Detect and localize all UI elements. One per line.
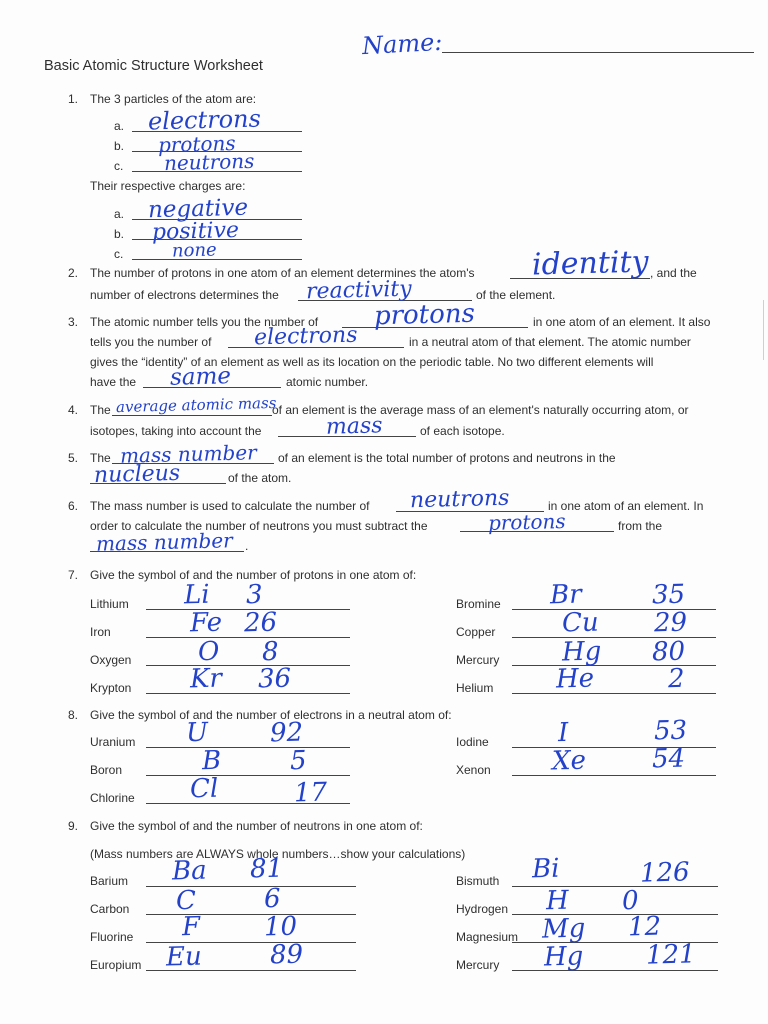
- q8-left-element: Boron: [90, 763, 123, 777]
- q4-line2-a: isotopes, taking into account the: [90, 424, 262, 438]
- q7-left-value: 8: [261, 636, 279, 668]
- q1-answer-c: neutrons: [163, 148, 255, 176]
- q9-right-symbol: Hg: [543, 941, 584, 973]
- q9-note: (Mass numbers are ALWAYS whole numbers…show your calculations): [90, 847, 466, 861]
- q3-line4-b: atomic number.: [286, 375, 369, 389]
- q1-charge-answer-a: negative: [147, 194, 249, 224]
- q1-charges-prompt: Their respective charges are:: [90, 179, 246, 193]
- q6-answer3: mass number: [95, 528, 233, 556]
- q7-right-element: Helium: [456, 681, 494, 695]
- q7-left-symbol: Fe: [189, 607, 223, 639]
- q8-number: 8.: [68, 708, 79, 722]
- q7-left-element: Lithium: [90, 597, 129, 611]
- q6-line1-b: in one atom of an element. In: [548, 499, 704, 513]
- q2-line1-a: The number of protons in one atom of an element determines the atom's: [90, 266, 475, 280]
- q6-line2-b: from the: [618, 519, 663, 533]
- q2-line2-a: number of electrons determines the: [90, 288, 279, 302]
- q9-left-element: Barium: [90, 874, 129, 888]
- q9-left-symbol: Eu: [165, 941, 203, 973]
- q1-charge-letter-c: c.: [114, 247, 124, 261]
- q2-answer1: identity: [531, 244, 649, 283]
- q9-left-element: Europium: [90, 958, 142, 972]
- q9-left-value: 81: [249, 853, 284, 885]
- q1-letter-a: a.: [114, 119, 125, 133]
- q2-number: 2.: [68, 266, 79, 280]
- q3-answer2: electrons: [253, 322, 358, 351]
- q8-right-symbol: I: [557, 717, 569, 749]
- q8-right-value: 53: [653, 715, 688, 747]
- q9-left-element: Fluorine: [90, 930, 134, 944]
- q7-right-symbol: Hg: [561, 636, 602, 668]
- q1-letter-b: b.: [114, 139, 125, 153]
- q7-number: 7.: [68, 568, 79, 582]
- q2-answer2: reactivity: [305, 276, 412, 305]
- q8-left-value: 92: [269, 717, 304, 749]
- q1-prompt: The 3 particles of the atom are:: [90, 92, 257, 106]
- q4-number: 4.: [68, 403, 79, 417]
- q8-left-blank: [146, 775, 350, 776]
- q9-left-value: 6: [263, 883, 281, 915]
- q7-right-value: 2: [667, 663, 685, 695]
- q9-right-element: Bismuth: [456, 874, 500, 888]
- q6-line1-a: The mass number is used to calculate the number of: [90, 499, 370, 513]
- q8-left-symbol: Cl: [189, 773, 219, 805]
- q9-right-element: Magnesium: [456, 930, 519, 944]
- q9-right-symbol: Bi: [531, 853, 560, 885]
- q7-left-symbol: O: [197, 636, 220, 668]
- q5-number: 5.: [68, 451, 79, 465]
- q8-right-element: Xenon: [456, 763, 491, 777]
- q8-right-element: Iodine: [456, 735, 489, 749]
- worksheet-title: Basic Atomic Structure Worksheet: [44, 58, 263, 74]
- q1-charge-letter-a: a.: [114, 207, 125, 221]
- q7-left-element: Krypton: [90, 681, 132, 695]
- name-label: Name:: [361, 27, 444, 61]
- q8-right-blank: [512, 775, 716, 776]
- q8-left-blank: [146, 747, 350, 748]
- q3-answer3: same: [169, 363, 232, 391]
- q1-charge-answer-c: none: [171, 239, 217, 262]
- q7-left-blank: [146, 665, 350, 666]
- q5-answer2: nucleus: [93, 460, 181, 489]
- q7-right-value: 80: [651, 636, 686, 668]
- q5-answer1: mass number: [119, 440, 257, 468]
- q6-answer1: neutrons: [409, 485, 510, 514]
- q3-line3: gives the “identity” of an element as well as its location on the periodic table. No two different elements will: [90, 355, 654, 369]
- q7-right-symbol: He: [555, 663, 595, 695]
- q7-left-symbol: Li: [183, 579, 210, 611]
- q4-line1-a: The: [90, 403, 111, 417]
- q6-line3-b: .: [245, 539, 249, 553]
- q9-left-symbol: F: [181, 911, 201, 943]
- q7-prompt: Give the symbol of and the number of protons in one atom of:: [90, 568, 417, 582]
- q7-left-value: 3: [245, 579, 263, 611]
- q9-left-value: 10: [263, 911, 298, 943]
- q3-line4-a: have the: [90, 375, 137, 389]
- q9-left-symbol: C: [175, 885, 197, 917]
- q7-left-element: Oxygen: [90, 653, 132, 667]
- q2-line2-b: of the element.: [476, 288, 556, 302]
- q8-left-element: Chlorine: [90, 791, 135, 805]
- q9-right-element: Mercury: [456, 958, 500, 972]
- q1-number: 1.: [68, 92, 79, 106]
- q7-left-value: 36: [257, 663, 292, 695]
- q8-right-blank: [512, 747, 716, 748]
- q5-line1-b: of an element is the total number of protons and neutrons in the: [278, 451, 616, 465]
- q9-right-value: 126: [639, 857, 691, 889]
- q6-number: 6.: [68, 499, 79, 513]
- q9-right-blank: [512, 970, 718, 971]
- q9-number: 9.: [68, 819, 79, 833]
- name-line: [442, 52, 754, 53]
- q8-right-symbol: Xe: [551, 745, 587, 777]
- q9-right-symbol: H: [545, 885, 570, 917]
- q1-charge-answer-b: positive: [151, 217, 240, 246]
- q1-charge-letter-b: b.: [114, 227, 125, 241]
- q8-right-value: 54: [651, 743, 686, 775]
- q3-line1-a: The atomic number tells you the number of: [90, 315, 319, 329]
- q7-right-value: 29: [653, 607, 688, 639]
- q7-right-symbol: Br: [549, 579, 582, 611]
- q9-right-element: Hydrogen: [456, 902, 509, 916]
- q4-line1-b: of an element is the average mass of an element's naturally occurring atom, or: [272, 403, 689, 417]
- q7-right-value: 35: [651, 579, 686, 611]
- q7-left-element: Iron: [90, 625, 111, 639]
- q9-right-symbol: Mg: [541, 913, 586, 945]
- q1-answer-b: protons: [157, 130, 236, 158]
- q9-prompt: Give the symbol of and the number of neutrons in one atom of:: [90, 819, 423, 833]
- q3-line2-a: tells you the number of: [90, 335, 212, 349]
- q1-letter-c: c.: [114, 159, 124, 173]
- q4-line2-b: of each isotope.: [420, 424, 505, 438]
- q9-right-value: 12: [627, 911, 662, 943]
- q8-left-value: 17: [293, 777, 328, 809]
- q7-left-value: 26: [243, 607, 278, 639]
- q8-left-symbol: B: [201, 745, 222, 777]
- scan-edge-mark: [763, 300, 768, 360]
- q8-left-symbol: U: [185, 717, 209, 749]
- q3-number: 3.: [68, 315, 79, 329]
- q4-answer1: average atomic mass: [115, 393, 277, 417]
- q1-charge-blank-c: [132, 259, 302, 260]
- q9-left-value: 89: [269, 939, 304, 971]
- q6-answer2: protons: [487, 508, 566, 536]
- q8-left-value: 5: [289, 745, 307, 777]
- q7-right-element: Bromine: [456, 597, 501, 611]
- q7-left-blank: [146, 693, 350, 694]
- q3-answer1: protons: [373, 298, 476, 332]
- q9-right-value: 121: [645, 939, 697, 971]
- q4-answer2: mass: [325, 413, 383, 440]
- q7-right-element: Mercury: [456, 653, 500, 667]
- q7-right-symbol: Cu: [561, 607, 600, 639]
- q9-left-symbol: Ba: [171, 855, 207, 887]
- q8-prompt: Give the symbol of and the number of electrons in a neutral atom of:: [90, 708, 452, 722]
- q2-line1-b: , and the: [650, 266, 697, 280]
- q9-right-value: 0: [621, 885, 639, 917]
- q7-left-symbol: Kr: [189, 663, 223, 695]
- q6-line2-a: order to calculate the number of neutrons you must subtract the: [90, 519, 428, 533]
- q3-line2-b: in a neutral atom of that element. The atomic number: [409, 335, 691, 349]
- q1-answer-a: electrons: [147, 104, 262, 136]
- q9-left-element: Carbon: [90, 902, 130, 916]
- q7-right-element: Copper: [456, 625, 496, 639]
- q8-left-element: Uranium: [90, 735, 136, 749]
- q5-line1-a: The: [90, 451, 111, 465]
- q3-line1-b: in one atom of an element. It also: [533, 315, 711, 329]
- q5-line2-b: of the atom.: [228, 471, 292, 485]
